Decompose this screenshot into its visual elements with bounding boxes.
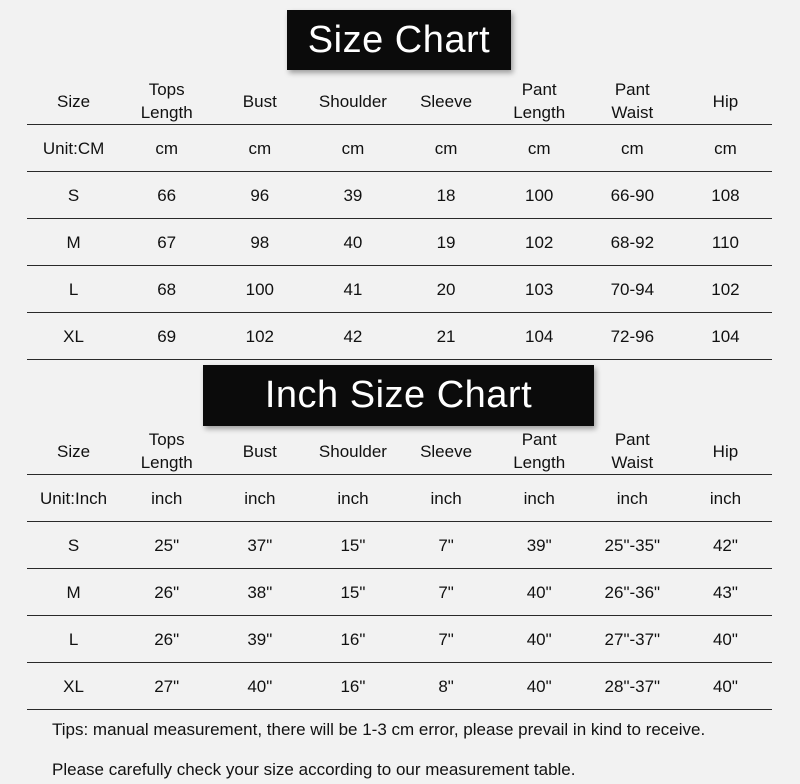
measurement-cell: inch (586, 475, 679, 522)
inch-size-chart-title: Inch Size Chart (203, 365, 594, 426)
measurement-cell: 42" (679, 522, 772, 569)
measurement-cell: 40 (306, 219, 399, 266)
measurement-cell: inch (400, 475, 493, 522)
column-header: Hip (679, 428, 772, 475)
measurement-cell: 15" (306, 522, 399, 569)
measurement-cell: 41 (306, 266, 399, 313)
measurement-cell: 26" (120, 616, 213, 663)
measurement-cell: 40" (493, 663, 586, 710)
measurement-cell: 110 (679, 219, 772, 266)
measurement-cell: 26"-36" (586, 569, 679, 616)
measurement-cell: 39" (213, 616, 306, 663)
size-label-cell: Unit:CM (27, 125, 120, 172)
size-label-cell: S (27, 522, 120, 569)
check-size-note: Please carefully check your size according to our measurement table. (52, 760, 576, 779)
measurement-cell: 68-92 (586, 219, 679, 266)
measurement-cell: 40" (679, 616, 772, 663)
measurement-cell: 16" (306, 663, 399, 710)
column-header: Sleeve (400, 428, 493, 475)
size-label-cell: M (27, 569, 120, 616)
measurement-cell: 40" (493, 569, 586, 616)
measurement-cell: 108 (679, 172, 772, 219)
measurement-cell: 102 (679, 266, 772, 313)
measurement-cell: 26" (120, 569, 213, 616)
unit-row (27, 125, 772, 172)
size-row (27, 313, 772, 360)
measurement-cell: cm (493, 125, 586, 172)
size-row (27, 663, 772, 710)
measurement-cell: 16" (306, 616, 399, 663)
measurement-cell: 66-90 (586, 172, 679, 219)
measurement-cell: 66 (120, 172, 213, 219)
column-header: Pant Waist (586, 428, 679, 475)
measurement-cell: 21 (400, 313, 493, 360)
column-header: Pant Waist (586, 78, 679, 125)
measurement-cell: 7" (400, 569, 493, 616)
column-header: Sleeve (400, 78, 493, 125)
size-label-cell: XL (27, 663, 120, 710)
measurement-cell: 104 (493, 313, 586, 360)
unit-row (27, 475, 772, 522)
header-row (27, 428, 772, 475)
measurement-cell: 67 (120, 219, 213, 266)
column-header: Pant Length (493, 78, 586, 125)
measurement-cell: 72-96 (586, 313, 679, 360)
measurement-cell: 39" (493, 522, 586, 569)
measurement-cell: 27"-37" (586, 616, 679, 663)
measurement-cell: 102 (493, 219, 586, 266)
measurement-cell: 103 (493, 266, 586, 313)
size-row (27, 266, 772, 313)
column-header: Hip (679, 78, 772, 125)
measurement-cell: cm (306, 125, 399, 172)
size-row (27, 219, 772, 266)
measurement-cell: 40" (213, 663, 306, 710)
size-chart-title: Size Chart (287, 10, 511, 70)
measurement-cell: 25"-35" (586, 522, 679, 569)
measurement-cell: cm (400, 125, 493, 172)
measurement-cell: inch (306, 475, 399, 522)
measurement-cell: 7" (400, 522, 493, 569)
measurement-cell: cm (679, 125, 772, 172)
measurement-cell: 18 (400, 172, 493, 219)
measurement-cell: 43" (679, 569, 772, 616)
measurement-cell: 40" (679, 663, 772, 710)
column-header: Shoulder (306, 428, 399, 475)
measurement-cell: inch (213, 475, 306, 522)
column-header: Tops Length (120, 428, 213, 475)
measurement-cell: 100 (493, 172, 586, 219)
size-row (27, 522, 772, 569)
column-header: Size (27, 78, 120, 125)
measurement-cell: cm (213, 125, 306, 172)
measurement-cell: 40" (493, 616, 586, 663)
measurement-cell: 37" (213, 522, 306, 569)
measurement-cell: 27" (120, 663, 213, 710)
measurement-cell: inch (679, 475, 772, 522)
measurement-cell: cm (586, 125, 679, 172)
column-header: Shoulder (306, 78, 399, 125)
measurement-cell: 8" (400, 663, 493, 710)
size-row (27, 569, 772, 616)
column-header: Bust (213, 78, 306, 125)
size-label-cell: L (27, 266, 120, 313)
size-label-cell: M (27, 219, 120, 266)
header-row (27, 78, 772, 125)
measurement-cell: inch (120, 475, 213, 522)
column-header: Tops Length (120, 78, 213, 125)
size-row (27, 172, 772, 219)
size-label-cell: S (27, 172, 120, 219)
measurement-cell: 28"-37" (586, 663, 679, 710)
measurement-cell: 25" (120, 522, 213, 569)
size-label-cell: Unit:Inch (27, 475, 120, 522)
measurement-cell: 98 (213, 219, 306, 266)
measurement-cell: 69 (120, 313, 213, 360)
measurement-cell: 96 (213, 172, 306, 219)
measurement-cell: inch (493, 475, 586, 522)
measurement-cell: 15" (306, 569, 399, 616)
measurement-cell: 19 (400, 219, 493, 266)
measurement-cell: 104 (679, 313, 772, 360)
column-header: Size (27, 428, 120, 475)
measurement-cell: 20 (400, 266, 493, 313)
column-header: Pant Length (493, 428, 586, 475)
measurement-cell: 100 (213, 266, 306, 313)
size-label-cell: XL (27, 313, 120, 360)
measurement-cell: 7" (400, 616, 493, 663)
measurement-cell: 102 (213, 313, 306, 360)
size-label-cell: L (27, 616, 120, 663)
size-row (27, 616, 772, 663)
inch-size-table (27, 428, 772, 710)
measurement-cell: 68 (120, 266, 213, 313)
cm-size-table (27, 78, 772, 360)
measurement-cell: 70-94 (586, 266, 679, 313)
measurement-cell: 39 (306, 172, 399, 219)
measurement-cell: 42 (306, 313, 399, 360)
tips-note: Tips: manual measurement, there will be 1-3 cm error, please prevail in kind to receive. (52, 720, 706, 739)
measurement-cell: 38" (213, 569, 306, 616)
measurement-cell: cm (120, 125, 213, 172)
column-header: Bust (213, 428, 306, 475)
